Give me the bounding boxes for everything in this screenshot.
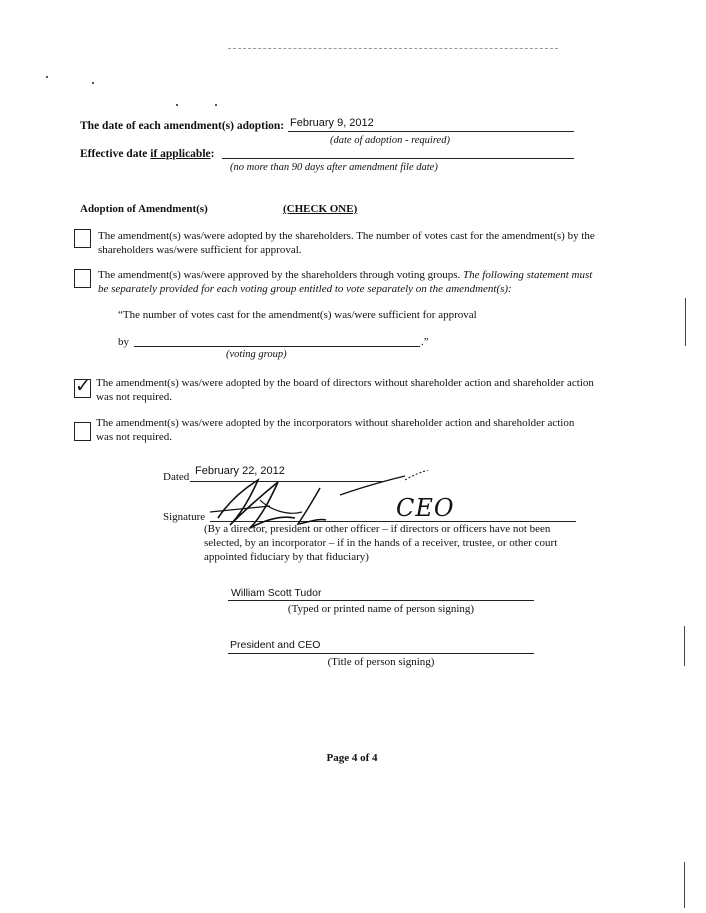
signer-title-line xyxy=(228,653,534,654)
scan-speck xyxy=(215,104,217,106)
signature-note: (By a director, president or other officer – if directors or officers have not been selected, by an incorporator – if in the hands of a receiver, trustee, or other court appointed fiduciary by that fiduciary) xyxy=(204,523,558,563)
scan-speck xyxy=(46,76,48,78)
scan-speck xyxy=(92,82,94,84)
page-number: Page 4 of 4 xyxy=(326,752,378,764)
adoption-date-label: The date of each amendment(s) adoption: xyxy=(80,120,285,132)
voting-group-line xyxy=(134,346,420,347)
option-board-text: The amendment(s) was/were adopted by the board of directors without shareholder action and shareholder action was not required. xyxy=(96,377,594,403)
signer-name-note: (Typed or printed name of person signing) xyxy=(287,603,475,615)
check-one-label: (CHECK ONE) xyxy=(283,203,358,215)
adoption-date-value: February 9, 2012 xyxy=(290,117,374,129)
option-shareholders-checkbox[interactable] xyxy=(74,229,91,248)
dated-label: Dated xyxy=(163,471,190,483)
signer-title-note: (Title of person signing) xyxy=(327,656,435,668)
handwritten-title: CEO xyxy=(396,494,455,522)
scan-artifact-line xyxy=(228,48,558,49)
effective-date-line xyxy=(222,158,574,159)
voting-by-label: by xyxy=(118,336,129,348)
option-voting-groups-text: The amendment(s) was/were approved by the shareholders through voting groups. The following statement must be separately provided for each voting group entitled to vote separately on the amendment(s): xyxy=(98,269,593,295)
signature-label: Signature xyxy=(163,511,206,523)
adoption-date-note: (date of adoption - required) xyxy=(330,135,450,146)
scan-edge-mark xyxy=(684,862,685,908)
voting-statement: “The number of votes cast for the amendment(s) was/were sufficient for approval xyxy=(118,309,477,321)
effective-date-label: Effective date if applicable: xyxy=(80,148,215,160)
scan-speck xyxy=(176,104,178,106)
signer-title-value: President and CEO xyxy=(230,639,321,651)
check-mark-icon: ✓ xyxy=(75,375,91,397)
adoption-date-line xyxy=(288,131,574,132)
signer-name-value: William Scott Tudor xyxy=(231,587,322,599)
option-incorporators-text: The amendment(s) was/were adopted by the incorporators without shareholder action and shareholder action was not required. xyxy=(96,417,575,443)
effective-date-note: (no more than 90 days after amendment file date) xyxy=(230,162,438,173)
voting-group-note: (voting group) xyxy=(226,349,287,360)
scan-edge-mark xyxy=(685,298,686,346)
adoption-section-heading: Adoption of Amendment(s) xyxy=(80,203,208,215)
signer-name-line xyxy=(228,600,534,601)
option-incorporators-checkbox[interactable] xyxy=(74,422,91,441)
dated-value: February 22, 2012 xyxy=(195,465,285,477)
voting-close-quote: .” xyxy=(421,336,429,348)
scan-edge-mark xyxy=(684,626,685,666)
option-voting-groups-checkbox[interactable] xyxy=(74,269,91,288)
option-shareholders-text: The amendment(s) was/were adopted by the shareholders. The number of votes cast for the amendment(s) by the shareholders was/were sufficient for approval. xyxy=(98,230,595,256)
